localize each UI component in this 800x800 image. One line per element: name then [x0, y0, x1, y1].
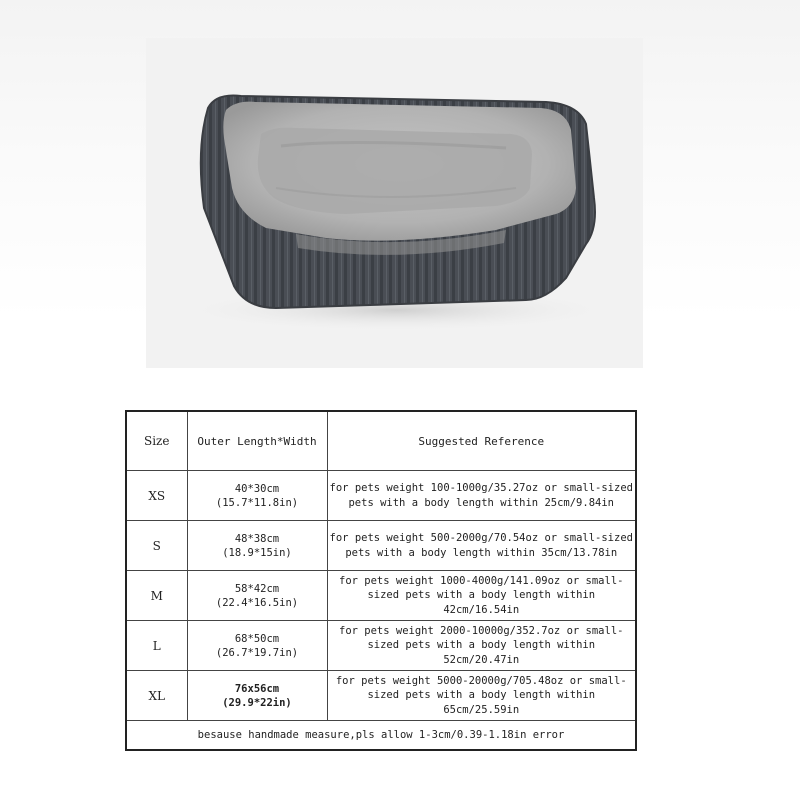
dimension-cm: 40*30cm — [234, 482, 280, 495]
dimension-cm: 76x56cm — [234, 682, 280, 695]
dimension-cm: 58*42cm — [234, 582, 280, 595]
size-cell: S — [126, 521, 187, 571]
header-reference: Suggested Reference — [327, 411, 636, 471]
product-photo — [146, 38, 643, 368]
table-row — [126, 521, 636, 571]
header-size: Size — [126, 411, 187, 471]
dimension-in: (26.7*19.7in) — [215, 646, 299, 659]
bed-cushion — [258, 128, 532, 214]
table-row — [126, 471, 636, 521]
size-cell: XS — [126, 471, 187, 521]
dimension-in: (18.9*15in) — [222, 546, 292, 559]
dimension-in: (15.7*11.8in) — [215, 496, 299, 509]
reference-cell: for pets weight 500-2000g/70.54oz or small-sized pets with a body length within 35cm/13.78in — [327, 521, 636, 571]
dimension-in: (29.9*22in) — [222, 696, 292, 709]
dimension-cell — [187, 571, 327, 621]
dimension-cell — [187, 621, 327, 671]
dimension-cell — [187, 521, 327, 571]
reference-cell: for pets weight 1000-4000g/141.09oz or small-sized pets with a body length within 42cm/16.54in — [327, 571, 636, 621]
reference-cell: for pets weight 100-1000g/35.27oz or small-sized pets with a body length within 25cm/9.84in — [327, 471, 636, 521]
dimension-cell — [187, 471, 327, 521]
measurement-footnote: besause handmade measure,pls allow 1-3cm/0.39-1.18in error — [126, 721, 636, 751]
dimension-cm: 48*38cm — [234, 532, 280, 545]
dog-bed-illustration — [146, 38, 643, 368]
table-header-row — [126, 411, 636, 471]
table-row — [126, 621, 636, 671]
table-row — [126, 671, 636, 721]
size-chart-table — [125, 410, 637, 751]
table-row — [126, 571, 636, 621]
dimension-cell — [187, 671, 327, 721]
dimension-cm: 68*50cm — [234, 632, 280, 645]
size-cell: XL — [126, 671, 187, 721]
reference-cell: for pets weight 2000-10000g/352.7oz or small-sized pets with a body length within 52cm/20.47in — [327, 621, 636, 671]
size-cell: M — [126, 571, 187, 621]
size-cell: L — [126, 621, 187, 671]
reference-cell: for pets weight 5000-20000g/705.48oz or small-sized pets with a body length within 65cm/25.59in — [327, 671, 636, 721]
footnote-row — [126, 721, 636, 751]
dimension-in: (22.4*16.5in) — [215, 596, 299, 609]
header-dimension: Outer Length*Width — [187, 411, 327, 471]
